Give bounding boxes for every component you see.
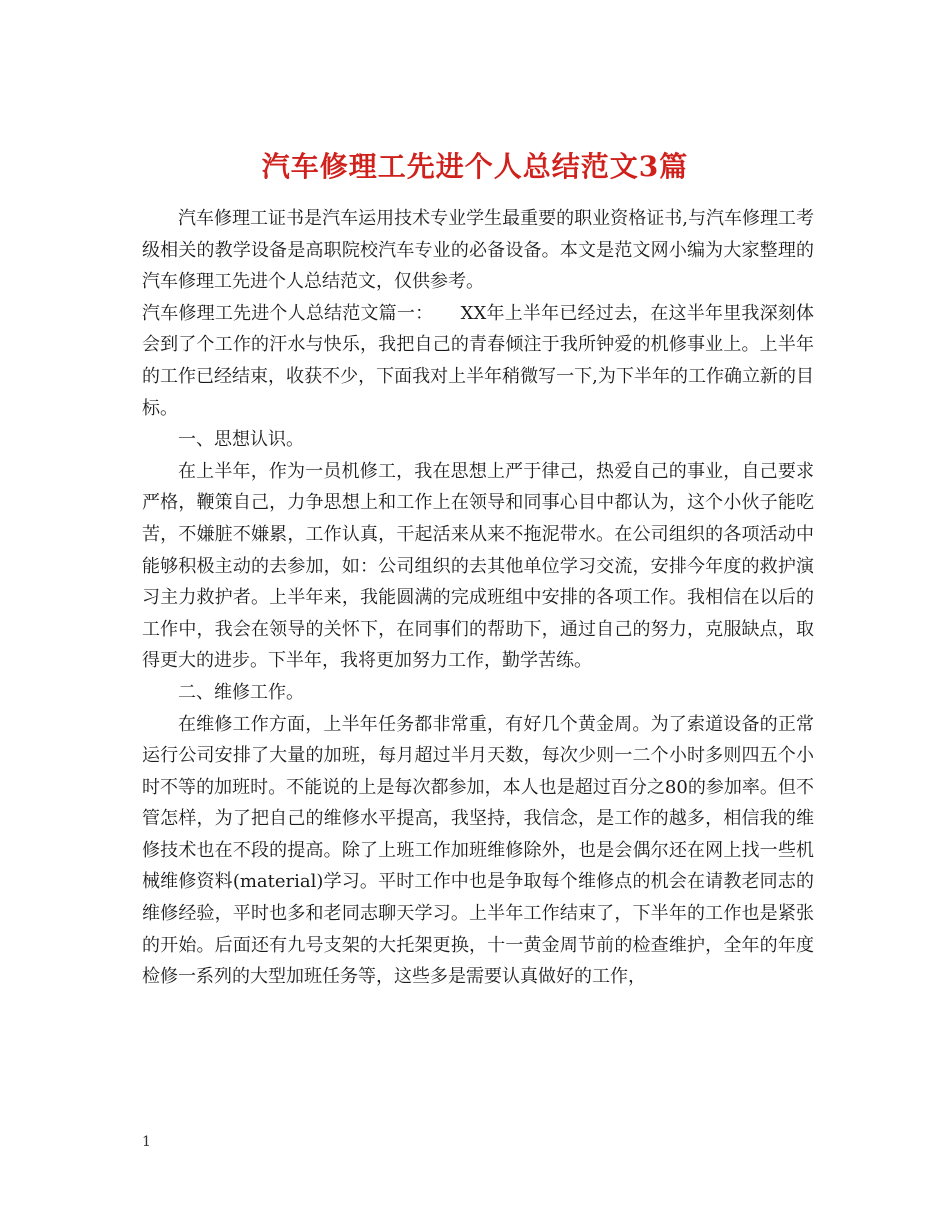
page-number: 1 bbox=[142, 1134, 151, 1150]
document-body bbox=[142, 203, 814, 993]
paragraph-thought: 在上半年，作为一员机修工，我在思想上严于律己，热爱自己的事业，自己要求严格，鞭策自己，力争思想上和工作上在领导和同事心目中都认为，这个小伙子能吃苦，不嫌脏不嫌累，工作认真，干起活来从来不拖泥带水。在公司组织的各项活动中能够积极主动的去参加，如：公司组织的去其他单位学习交流，安排今年度的救护演习主力救护者。上半年来，我能圆满的完成班组中安排的各项工作。我相信在以后的工作中，我会在领导的关怀下，在同事们的帮助下，通过自己的努力，克服缺点，取得更大的进步。下半年，我将更加努力工作，勤学苦练。 bbox=[142, 460, 814, 672]
paragraph-maintenance: 在维修工作方面，上半年任务都非常重，有好几个黄金周。为了索道设备的正常运行公司安排了大量的加班，每月超过半月天数，每次少则一二个小时多则四五个小时不等的加班时。不能说的上是每次都参加，本人也是超过百分之80的参加率。但不管怎样，为了把自己的维修水平提高，我坚持，我信念，是工作的越多，相信我的维修技术也在不段的提高。除了上班工作加班维修除外，也是会偶尔还在网上找一些机械维修资料(material)学习。平时工作中也是争取每个维修点的机会在请教老同志的维修经验，平时也多和老同志聊天学习。上半年工作结束了，下半年的工作也是紧张的开始。后面还有九号支架的大托架更换，十一黄金周节前的检查维护，全年的年度检修一系列的大型加班任务等，这些多是需要认真做好的工作， bbox=[142, 713, 814, 988]
section-heading-thought: 一、思想认识。 bbox=[178, 429, 304, 451]
paragraph-intro: 汽车修理工证书是汽车运用技术专业学生最重要的职业资格证书,与汽车修理工考级相关的教学设备是高职院校汽车专业的必备设备。本文是范文网小编为大家整理的汽车修理工先进个人总结范文，仅供参考。 bbox=[142, 208, 814, 293]
paragraph-article-one-opening: 汽车修理工先进个人总结范文篇一： XX年上半年已经过去，在这半年里我深刻体会到了个工作的汗水与快乐，我把自己的青春倾注于我所钟爱的机修事业上。上半年的工作已经结束，收获不少，下面我对上半年稍微写一下,为下半年的工作确立新的目标。 bbox=[142, 302, 814, 419]
section-heading-maintenance: 二、维修工作。 bbox=[178, 681, 304, 703]
document-title: 汽车修理工先进个人总结范文3篇 bbox=[261, 149, 689, 183]
